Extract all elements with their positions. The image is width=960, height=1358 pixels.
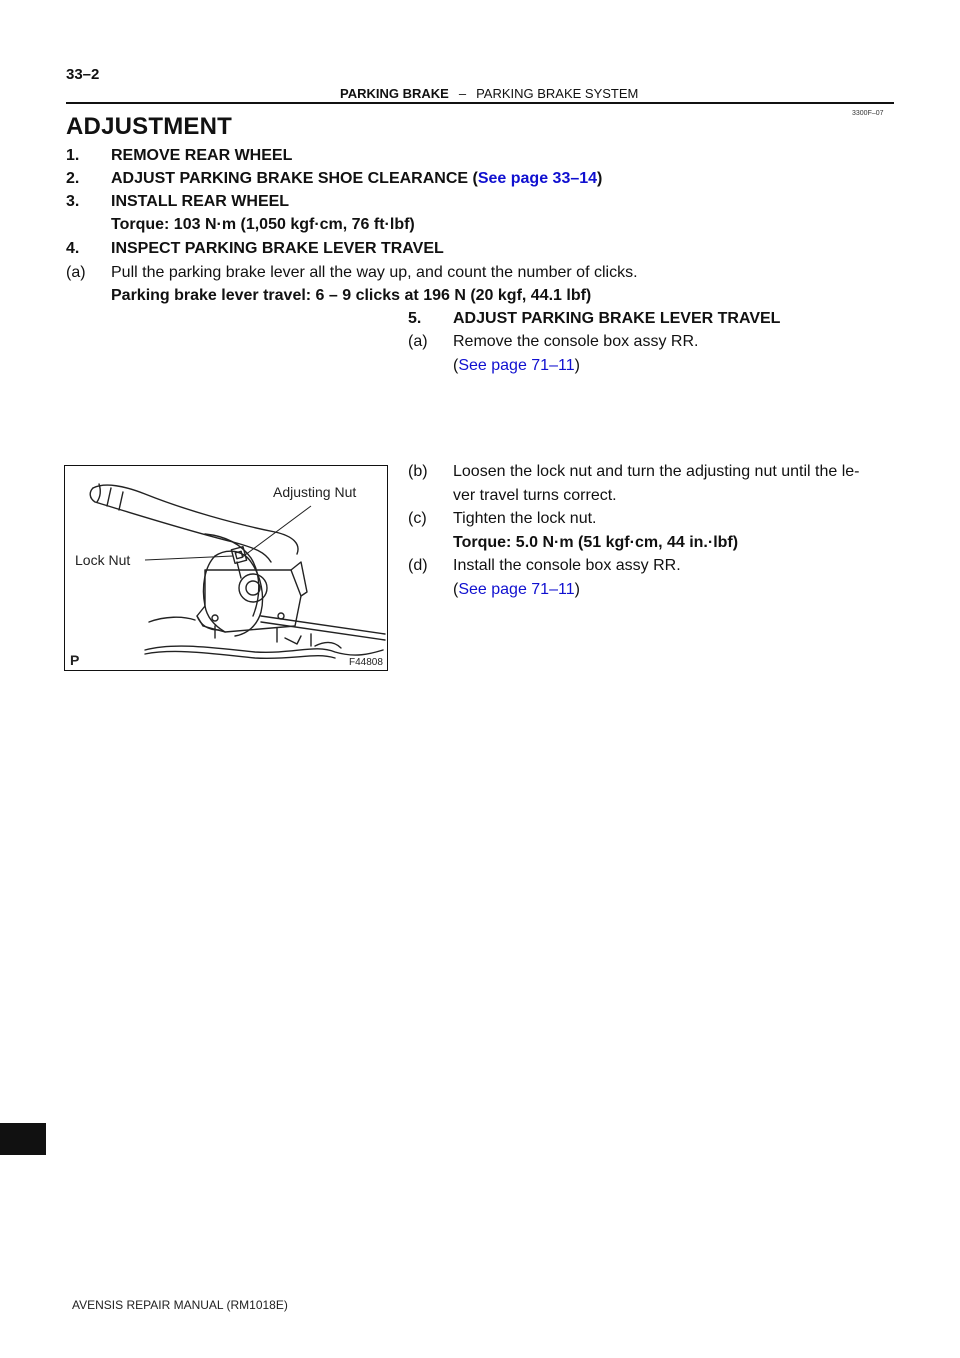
step-5b [408,463,860,481]
step-5d-text: Install the console box assy RR. [453,557,681,574]
lock-nut-label: Lock Nut [75,552,131,568]
step-1-number: 1. [66,147,80,164]
figure-corner-mark: P [70,652,80,668]
adjusting-nut-label: Adjusting Nut [273,484,357,500]
step-5a-ref-open: ( [453,357,459,374]
step-3-text: INSTALL REAR WHEEL [111,193,290,210]
step-5c-text: Tighten the lock nut. [453,510,597,527]
step-3 [66,193,289,211]
step-5a-ref [453,357,580,375]
step-4a-spec: Parking brake lever travel: 6 – 9 clicks at 196 N (20 kgf, 44.1 lbf) [111,287,592,304]
step-5a-ref-close: ) [574,357,580,374]
step-5 [408,310,780,328]
pivot-drum [239,574,267,602]
step-5d-ref [453,581,580,599]
step-5d [408,557,681,575]
section-tab [0,1123,46,1155]
step-3-torque: Torque: 103 N·m (1,050 kgf·cm, 76 ft·lbf) [111,216,415,233]
step-5a-number: (a) [408,333,428,350]
page-header [340,86,638,101]
header-subsection: PARKING BRAKE SYSTEM [476,86,639,101]
release-arc [205,534,259,616]
adjusting-nut-leader [241,506,311,558]
step-1-text: REMOVE REAR WHEEL [111,147,293,164]
step-5d-number: (d) [408,557,428,574]
parking-brake-lever-figure [64,465,388,671]
step-5a-page-link[interactable]: See page 71–11 [458,357,575,374]
step-2 [66,170,602,188]
header-rule [66,102,894,104]
step-5b-text: Loosen the lock nut and turn the adjusting nut until the le- [453,463,860,480]
page-number: 33–2 [66,66,100,83]
header-section: PARKING BRAKE [340,86,449,101]
step-5c [408,510,597,528]
step-5-number: 5. [408,310,422,327]
page-title: ADJUSTMENT [66,113,233,140]
floor-pan [145,646,383,655]
lock-nut-leader [145,556,233,560]
header-dash: – [458,86,467,101]
step-2-text-close: ) [597,170,603,187]
step-5b-text-cont: ver travel turns correct. [453,487,617,504]
step-5d-page-link[interactable]: See page 71–11 [458,581,575,598]
step-5d-ref-close: ) [574,581,580,598]
lever-handle-upper [93,485,298,554]
step-3-number: 3. [66,193,80,210]
step-4-text: INSPECT PARKING BRAKE LEVER TRAVEL [111,240,444,257]
step-2-page-link[interactable]: See page 33–14 [477,170,598,187]
step-2-text: ADJUST PARKING BRAKE SHOE CLEARANCE ( [111,170,478,187]
step-5a-text: Remove the console box assy RR. [453,333,699,350]
step-4a [66,264,638,282]
step-5b-number: (b) [408,463,428,480]
step-5d-ref-open: ( [453,581,459,598]
step-5-text: ADJUST PARKING BRAKE LEVER TRAVEL [453,310,781,327]
document-id: 3300F–07 [852,110,884,117]
step-4 [66,240,444,258]
step-5c-number: (c) [408,510,427,527]
step-4a-text: Pull the parking brake lever all the way up, and count the number of clicks. [111,264,638,281]
step-1 [66,147,292,165]
step-2-number: 2. [66,170,80,187]
step-4-number: 4. [66,240,80,257]
step-4a-number: (a) [66,264,86,281]
step-5a [408,333,698,351]
step-5c-torque: Torque: 5.0 N·m (51 kgf·cm, 44 in.·lbf) [453,534,739,551]
figure-id: F44808 [349,657,383,668]
footer-manual-title: AVENSIS REPAIR MANUAL (RM1018E) [72,1298,288,1312]
